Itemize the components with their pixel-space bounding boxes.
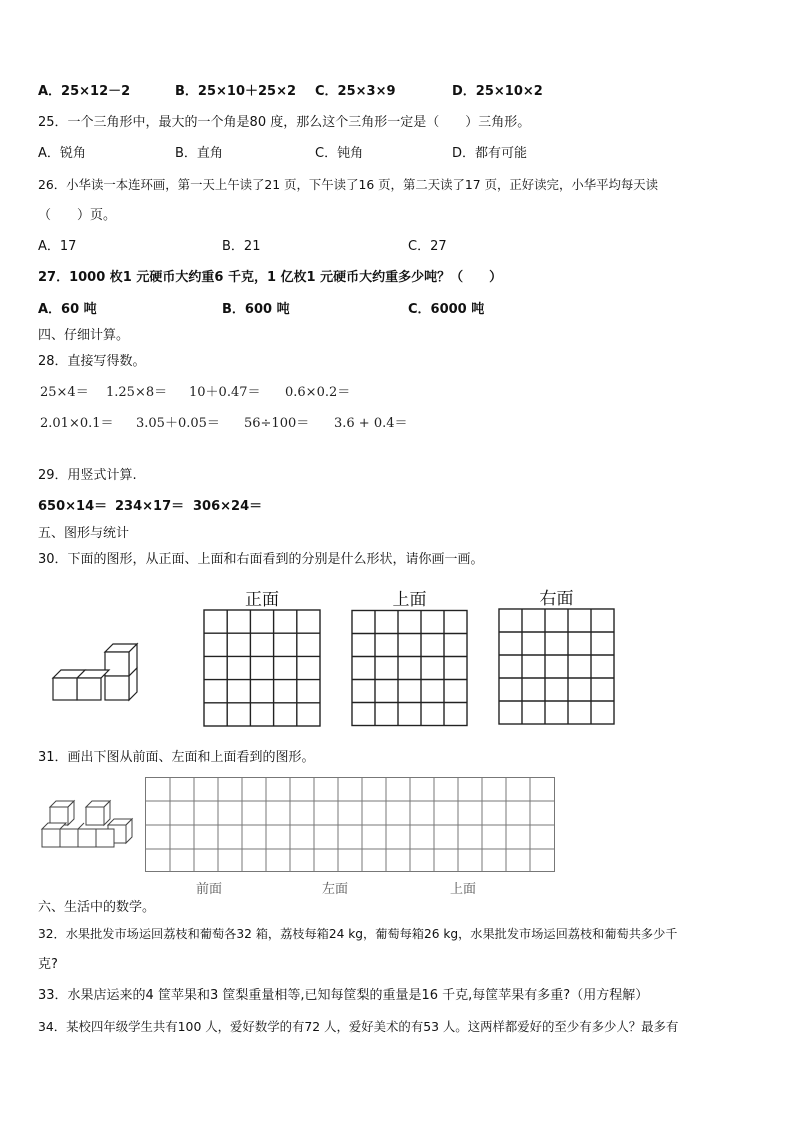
q24-option-c: C．25×3×9 [315,84,396,99]
q24-option-d: D．25×10×2 [452,84,543,99]
q25-stem: 25．一个三角形中，最大的一个角是80 度，那么这个三角形一定是（ ）三角形。 [38,115,531,130]
top-view-title: 上面 [392,590,427,610]
q29-item: 306×24＝ [193,499,263,514]
q28-item: 10＋0.47＝ [189,385,261,400]
q29-stem: 29．用竖式计算. [38,468,137,483]
q28-item: 2.01×0.1＝ [40,416,114,431]
q25-option-b: B．直角 [175,146,223,161]
q25-option-a: A．锐角 [38,146,86,161]
q26-option-b: B．21 [222,239,261,254]
q31-label-front: 前面 [196,882,223,897]
q27-option-c: C．6000 吨 [408,302,485,317]
q32-line1: 32．水果批发市场运回荔枝和葡萄各32 箱，荔枝每箱24 kg，葡萄每箱26 kg，水果批发市场运回荔枝和葡萄共多少千 [38,927,678,941]
q28-item: 25×4＝ [40,385,89,400]
q30-stem: 30．下面的图形，从正面、上面和右面看到的分别是什么形状，请你画一画。 [38,552,484,567]
q31-label-left: 左面 [322,882,349,897]
q25-option-d: D．都有可能 [452,146,528,161]
q28-item: 0.6×0.2＝ [285,385,351,400]
q34-text: 34．某校四年级学生共有100 人，爱好数学的有72 人，爱好美术的有53 人。这两样都爱好的至少有多少人？最多有 [38,1019,679,1034]
q26-option-c: C．27 [408,239,447,254]
q29-item: 650×14＝ [38,499,108,514]
q32-line2: 克? [38,957,58,972]
right-view-grid[interactable] [498,607,615,726]
q24-option-a: A．25×12－2 [38,84,131,99]
q31-label-top: 上面 [450,882,477,897]
q33-text: 33．水果店运来的4 筐苹果和3 筐梨重量相等,已知每筐梨的重量是16 千克,每筐苹果有多重?（用方程解） [38,988,649,1003]
top-view-grid[interactable] [351,609,468,727]
q28-item: 1.25×8＝ [106,385,168,400]
q28-item: 3.05＋0.05＝ [136,416,220,431]
q24-option-b: B．25×10＋25×2 [175,84,297,99]
q29-item: 234×17＝ [115,499,185,514]
q31-cube-figure [40,799,132,849]
q27-option-b: B．600 吨 [222,302,290,317]
section-six-heading: 六、生活中的数学。 [38,900,156,915]
q31-answer-grid[interactable] [145,777,555,872]
section-four-heading: 四、仔细计算。 [38,328,130,343]
right-view-title: 右面 [539,589,574,609]
q26-stem-line2: （ ）页。 [38,208,117,223]
q31-stem: 31．画出下图从前面、左面和上面看到的图形。 [38,750,315,765]
q26-option-a: A．17 [38,239,77,254]
q30-cube-figure [50,636,140,706]
q28-stem: 28．直接写得数。 [38,354,146,369]
q25-option-c: C．钝角 [315,146,364,161]
front-view-title: 正面 [245,590,279,610]
q26-stem-line1: 26．小华读一本连环画，第一天上午读了21 页，下午读了16 页，第二天读了17 页，正好读完，小华平均每天读 [38,177,659,192]
q28-item: 3.6 + 0.4＝ [334,416,408,431]
front-view-grid[interactable] [203,609,321,727]
q27-option-a: A．60 吨 [38,302,97,317]
section-five-heading: 五、图形与统计 [38,526,130,541]
q27-stem: 27．1000 枚1 元硬币大约重6 千克，1 亿枚1 元硬币大约重多少吨？（ ） [38,270,503,285]
q28-item: 56÷100＝ [244,416,310,431]
